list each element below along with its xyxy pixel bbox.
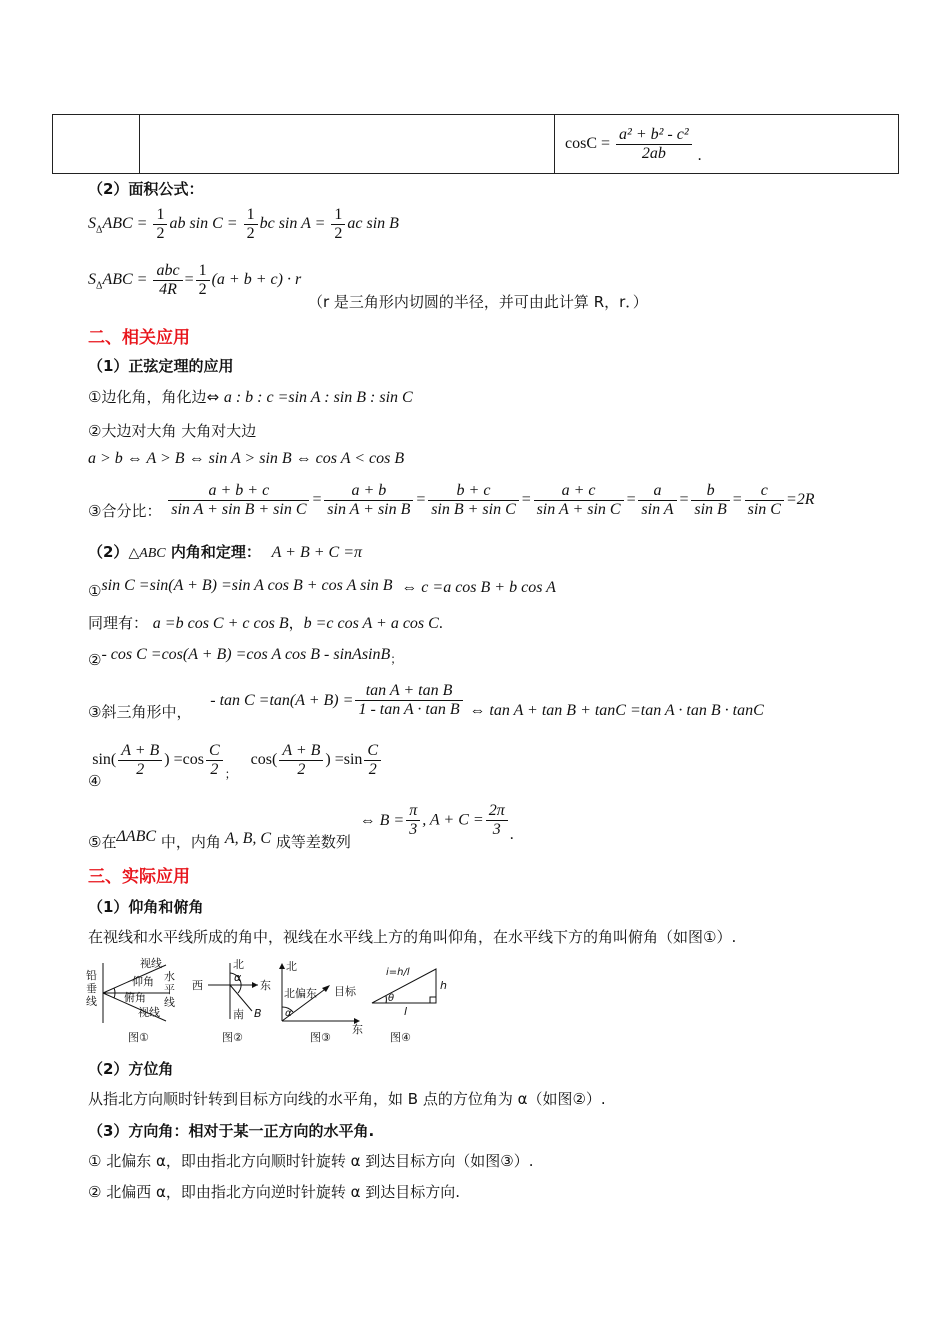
horizontal-label-2: 平 [164,983,175,996]
area-formula-1: $S_\Delta ABC$ = $\frac{1}{2}$ ab sin C = $\frac{1}{2}$ bc sin A = $\frac{1}{2}$ ac sin B [88,206,399,242]
depression-arc [114,993,115,998]
item-c2: 同理有： a =b cos C + c cos B，b =c cos A + a cos C. [88,614,443,632]
east-arrow-icon [252,982,258,988]
section-2-title: 二、相关应用 [88,328,190,348]
cosine-fraction: $\frac{\text{a² + b² - c²}}{2ab}$ [616,126,692,163]
east-label: 东 [260,979,271,992]
bearing-paragraph: 从指北方向顺时针转到目标方向线的水平角，如 B 点的方位角为 α（如图②）. [88,1090,606,1108]
table-cell-1 [53,115,140,174]
item-2-math: a > b ⇔ A > B ⇔ sin A > sin B ⇔ cos A < cos B [88,450,405,467]
alpha-label-3: α [285,1008,292,1019]
south-label: 南 [233,1008,244,1021]
figures-strip [84,955,464,1047]
item-c6: ⑤在ΔABC 中，内角 A, B, C 成等差数列 ⇔ B = $\frac{\pi}{3}$ , A + C = $\frac{2\pi}{3}$ . [88,802,514,851]
figure-2 [192,958,271,1044]
north-east-paragraph: ① 北偏东 α，即由指北方向顺时针旋转 α 到达目标方向（如图③）. [88,1152,534,1170]
figure-2-caption: 图② [222,1031,243,1044]
north-west-paragraph: ② 北偏西 α，即由指北方向逆时针旋转 α 到达目标方向. [88,1183,461,1201]
slope-ratio-label: i=h/l [386,967,410,978]
height-label: h [440,979,447,992]
right-angle-mark [430,997,436,1003]
sight-down-label: 视线 [138,1006,160,1019]
table-cell-3 [555,115,899,174]
plumb-label-1: 铅 [86,969,97,982]
north-label: 北 [233,958,244,971]
figure-3 [279,960,363,1044]
target-label: 目标 [334,985,356,998]
item-1: ①边化角，角化边⇔ a : b : c =sin A : sin B : sin C [88,388,413,406]
elevation-label: 仰角 [132,975,154,988]
plumb-label-2: 垂 [86,982,97,995]
figure-1 [86,956,175,1044]
cosine-law-c: cosC = $\frac{\text{a² + b² - c²}}{2ab}$ . [565,125,702,164]
north-label-3: 北 [286,960,297,973]
figure-4 [372,967,447,1044]
area-formula-2: $S_\Delta ABC$ = $\frac{\text{abc}}{4R}$ = $\frac{1}{2}$ (a + b + c) · r [88,262,302,298]
bearing-title: （2）方位角 [88,1060,174,1078]
figure-4-caption: 图④ [390,1031,411,1044]
section-3-title: 三、实际应用 [88,867,190,887]
figure-3-caption: 图③ [310,1031,331,1044]
area-formula-title: （2）面积公式： [88,180,204,198]
item-c4: ③斜三角形中， - tan C =tan(A + B) = $\frac{\text{tan A + tan B}}{\text{1 - tan A · tan B}}$ ⇔ tan A + tan B + tanC =tan A · tan B · tanC [88,682,764,721]
depression-label: 俯角 [124,991,146,1004]
east-label-3: 东 [352,1023,363,1036]
plumb-label-3: 线 [86,995,97,1008]
alpha-label: α [234,971,242,984]
sine-law-title: （1）正弦定理的应用 [88,357,234,375]
item-c5: ④ sin( $\frac{A + B}{2}$ ) =cos $\frac{C}{2}$ $_;$ cos( $\frac{A + B}{2}$ ) =sin $\frac{C}{2}$ [88,742,397,779]
point-b-label: B [254,1007,262,1020]
elevation-arc [114,988,115,993]
horizontal-label-3: 线 [164,996,175,1009]
figure-1-caption: 图① [128,1031,149,1044]
table-cell-2 [140,115,555,174]
north-east-label: 北偏东 [284,987,317,1000]
item-2: ②大边对大角 大角对大边 [88,422,257,440]
elevation-title: （1）仰角和俯角 [88,898,204,916]
formula-table [52,114,899,174]
length-label: l [404,1005,408,1018]
north-arrow-icon [279,963,285,969]
angle-sum-title: （2）△ABC 内角和定理： A + B + C =π [88,543,363,561]
theta-label: θ [388,993,395,1004]
sight-up-label: 视线 [140,957,162,970]
horizontal-label-1: 水 [164,970,175,983]
direction-angle-title: （3）方向角：相对于某一正方向的水平角. [88,1122,375,1140]
inradius-note: （r 是三角形内切圆的半径，并可由此计算 R，r．） [308,293,648,311]
item-c1: ①sin C =sin(A + B) =sin A cos B + cos A sin B ⇔ c =a cos B + b cos A [88,577,556,600]
elevation-paragraph: 在视线和水平线所成的角中，视线在水平线上方的角叫仰角，在水平线下方的角叫俯角（如图①）. [88,928,737,946]
west-label: 西 [192,979,203,992]
item-3-ratio: ③合分比： $\frac{a + b + c}{\text{sin A + sin B + sin C}}$ = $\frac{a + b}{\text{sin A + sin B}}$ = $\frac{b + c}{\text{sin B + sin C}}$ = $\frac{a + c}{\text{sin A + sin C}}$ = $\frac{a}{\text{sin A}}$ = $\frac{b}{\text{sin B}}$ = $\frac{c}{\text{sin C}}$ =2R [88,482,815,521]
item-c3: ②- cos C =cos(A + B) =cos A cos B - sinAsinB$_;$ [88,646,403,669]
